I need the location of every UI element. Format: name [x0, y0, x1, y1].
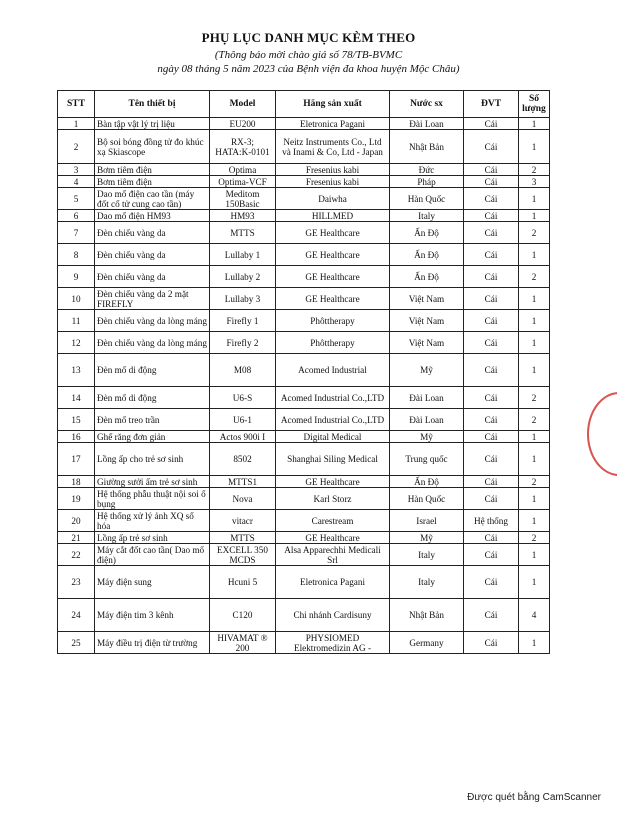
table-row [58, 118, 550, 130]
cell-unit: Cái [464, 532, 519, 544]
cell-unit: Cái [464, 332, 519, 354]
cell-country: Đức [390, 164, 464, 176]
table-row [58, 244, 550, 266]
cell-device-name: Đèn chiếu vàng da lòng máng [95, 310, 210, 332]
header-stt: STT [58, 91, 95, 118]
cell-manufacturer: HILLMED [276, 210, 390, 222]
cell-device-name: Đèn mổ treo trần [95, 409, 210, 431]
cell-country: Việt Nam [390, 332, 464, 354]
cell-country: Ấn Độ [390, 244, 464, 266]
table-row [58, 510, 550, 532]
cell-country: Việt Nam [390, 288, 464, 310]
cell-quantity: 1 [519, 544, 550, 566]
cell-stt: 10 [58, 288, 95, 310]
cell-unit: Cái [464, 310, 519, 332]
cell-quantity: 1 [519, 244, 550, 266]
table-row [58, 188, 550, 210]
cell-stt: 12 [58, 332, 95, 354]
cell-quantity: 1 [519, 354, 550, 387]
cell-device-name: Dao mổ điện cao tần (máy đốt cổ tử cung cao tần) [95, 188, 210, 210]
cell-stt: 9 [58, 266, 95, 288]
cell-unit: Cái [464, 164, 519, 176]
cell-country: Việt Nam [390, 310, 464, 332]
cell-quantity: 1 [519, 510, 550, 532]
cell-country: Đài Loan [390, 387, 464, 409]
cell-manufacturer: GE Healthcare [276, 476, 390, 488]
cell-device-name: Giường sưởi ấm trẻ sơ sinh [95, 476, 210, 488]
red-seal-stamp [587, 392, 617, 476]
cell-model: MTTS1 [210, 476, 276, 488]
cell-unit: Cái [464, 431, 519, 443]
table-row [58, 210, 550, 222]
cell-unit: Cái [464, 176, 519, 188]
cell-model: Actos 900i I [210, 431, 276, 443]
cell-quantity: 1 [519, 332, 550, 354]
document-date-line: ngày 08 tháng 5 năm 2023 của Bệnh viện đa khoa huyện Mộc Châu) [157, 63, 460, 75]
cell-manufacturer: Eletronica Pagani [276, 566, 390, 599]
cell-device-name: Lồng ấp cho trẻ sơ sinh [95, 443, 210, 476]
cell-quantity: 1 [519, 443, 550, 476]
header-country: Nước sx [390, 91, 464, 118]
cell-stt: 15 [58, 409, 95, 431]
cell-manufacturer: Eletronica Pagani [276, 118, 390, 130]
cell-model: M08 [210, 354, 276, 387]
cell-unit: Cái [464, 130, 519, 164]
table-row [58, 566, 550, 599]
cell-unit: Cái [464, 222, 519, 244]
cell-stt: 1 [58, 118, 95, 130]
cell-quantity: 2 [519, 532, 550, 544]
cell-country: Israel [390, 510, 464, 532]
cell-model: MTTS [210, 532, 276, 544]
cell-model: MTTS [210, 222, 276, 244]
cell-manufacturer: Acomed Industrial [276, 354, 390, 387]
cell-quantity: 1 [519, 288, 550, 310]
cell-stt: 2 [58, 130, 95, 164]
header-device-name: Tên thiết bị [95, 91, 210, 118]
cell-model: EXCELL 350 MCDS [210, 544, 276, 566]
cell-stt: 5 [58, 188, 95, 210]
equipment-table [57, 90, 550, 654]
cell-model: Lullaby 3 [210, 288, 276, 310]
cell-model: C120 [210, 599, 276, 632]
table-header-row [58, 91, 550, 118]
cell-manufacturer: Shanghai Siling Medical [276, 443, 390, 476]
table-row [58, 288, 550, 310]
cell-unit: Cái [464, 188, 519, 210]
table-row [58, 222, 550, 244]
cell-device-name: Đèn chiếu vàng da [95, 244, 210, 266]
cell-unit: Cái [464, 288, 519, 310]
cell-stt: 16 [58, 431, 95, 443]
cell-manufacturer: GE Healthcare [276, 244, 390, 266]
cell-country: Pháp [390, 176, 464, 188]
cell-model: HM93 [210, 210, 276, 222]
cell-unit: Cái [464, 476, 519, 488]
cell-manufacturer: Fresenius kabi [276, 176, 390, 188]
cell-quantity: 3 [519, 176, 550, 188]
cell-country: Nhật Bản [390, 130, 464, 164]
header-manufacturer: Hãng sản xuất [276, 91, 390, 118]
cell-unit: Cái [464, 544, 519, 566]
cell-quantity: 2 [519, 164, 550, 176]
table-row [58, 266, 550, 288]
cell-quantity: 1 [519, 188, 550, 210]
cell-model: vitacr [210, 510, 276, 532]
table-row [58, 532, 550, 544]
cell-manufacturer: GE Healthcare [276, 288, 390, 310]
cell-unit: Cái [464, 488, 519, 510]
cell-country: Mỹ [390, 532, 464, 544]
cell-country: Ấn Độ [390, 222, 464, 244]
cell-quantity: 2 [519, 409, 550, 431]
cell-unit: Cái [464, 244, 519, 266]
cell-device-name: Máy cắt đốt cao tần( Dao mổ điện) [95, 544, 210, 566]
cell-manufacturer: Phôttherapy [276, 332, 390, 354]
document-header [0, 30, 617, 75]
cell-device-name: Đèn mổ di động [95, 354, 210, 387]
cell-model: Optima [210, 164, 276, 176]
cell-device-name: Đèn chiếu vàng da 2 mặt FIREFLY [95, 288, 210, 310]
cell-manufacturer: GE Healthcare [276, 532, 390, 544]
cell-unit: Cái [464, 354, 519, 387]
cell-unit: Cái [464, 566, 519, 599]
cell-country: Italy [390, 210, 464, 222]
cell-device-name: Máy điều trị điện từ trường [95, 632, 210, 654]
cell-manufacturer: Carestream [276, 510, 390, 532]
cell-manufacturer: PHYSIOMED Elektromedizin AG - [276, 632, 390, 654]
table-row [58, 130, 550, 164]
table-row [58, 488, 550, 510]
header-quantity: Số lượng [519, 91, 550, 118]
cell-quantity: 1 [519, 210, 550, 222]
cell-manufacturer: GE Healthcare [276, 266, 390, 288]
table-row [58, 387, 550, 409]
cell-quantity: 2 [519, 222, 550, 244]
cell-stt: 24 [58, 599, 95, 632]
cell-stt: 14 [58, 387, 95, 409]
cell-device-name: Hệ thống phẫu thuật nội soi ổ bụng [95, 488, 210, 510]
cell-country: Trung quốc [390, 443, 464, 476]
document-title: PHỤ LỤC DANH MỤC KÈM THEO [201, 30, 416, 45]
cell-device-name: Máy điện tim 3 kênh [95, 599, 210, 632]
cell-model: RX-3; HATA:K-0101 [210, 130, 276, 164]
header-model: Model [210, 91, 276, 118]
cell-quantity: 2 [519, 266, 550, 288]
cell-manufacturer: Acomed Industrial Co.,LTD [276, 409, 390, 431]
cell-device-name: Lồng ấp trẻ sơ sinh [95, 532, 210, 544]
cell-country: Ấn Độ [390, 476, 464, 488]
cell-stt: 4 [58, 176, 95, 188]
cell-country: Mỹ [390, 354, 464, 387]
cell-stt: 3 [58, 164, 95, 176]
cell-unit: Cái [464, 387, 519, 409]
table-row [58, 476, 550, 488]
cell-country: Hàn Quốc [390, 488, 464, 510]
cell-device-name: Bộ soi bóng đồng tử đo khúc xạ Skiascope [95, 130, 210, 164]
cell-quantity: 4 [519, 599, 550, 632]
cell-stt: 7 [58, 222, 95, 244]
cell-model: HIVAMAT ® 200 [210, 632, 276, 654]
cell-stt: 8 [58, 244, 95, 266]
cell-device-name: Đèn chiếu vàng da [95, 222, 210, 244]
table-row [58, 354, 550, 387]
cell-unit: Cái [464, 409, 519, 431]
cell-manufacturer: Fresenius kabi [276, 164, 390, 176]
cell-model: Hcuni 5 [210, 566, 276, 599]
cell-device-name: Máy điện sung [95, 566, 210, 599]
table-row [58, 443, 550, 476]
cell-unit: Cái [464, 599, 519, 632]
cell-stt: 21 [58, 532, 95, 544]
cell-country: Hàn Quốc [390, 188, 464, 210]
table-row [58, 310, 550, 332]
table-row [58, 164, 550, 176]
cell-unit: Cái [464, 210, 519, 222]
cell-unit: Cái [464, 632, 519, 654]
document-subtitle: (Thông báo mời chào giá số 78/TB-BVMC [214, 49, 403, 61]
cell-unit: Cái [464, 266, 519, 288]
cell-quantity: 1 [519, 130, 550, 164]
table-row [58, 176, 550, 188]
cell-device-name: Đèn chiếu vàng da [95, 266, 210, 288]
cell-quantity: 2 [519, 387, 550, 409]
cell-manufacturer: Chi nhánh Cardisuny [276, 599, 390, 632]
cell-device-name: Đèn mổ di động [95, 387, 210, 409]
header-unit: ĐVT [464, 91, 519, 118]
cell-device-name: Dao mổ điện HM93 [95, 210, 210, 222]
cell-country: Ấn Độ [390, 266, 464, 288]
table-row [58, 544, 550, 566]
cell-stt: 19 [58, 488, 95, 510]
cell-manufacturer: Acomed Industrial Co.,LTD [276, 387, 390, 409]
cell-unit: Cái [464, 443, 519, 476]
cell-stt: 18 [58, 476, 95, 488]
cell-country: Đài Loan [390, 118, 464, 130]
cell-model: 8502 [210, 443, 276, 476]
cell-device-name: Hệ thống xử lý ảnh XQ số hóa [95, 510, 210, 532]
cell-stt: 25 [58, 632, 95, 654]
cell-model: U6-1 [210, 409, 276, 431]
cell-quantity: 2 [519, 476, 550, 488]
cell-model: U6-S [210, 387, 276, 409]
cell-model: Firefly 2 [210, 332, 276, 354]
cell-device-name: Bơm tiêm điện [95, 176, 210, 188]
cell-quantity: 1 [519, 566, 550, 599]
cell-device-name: Đèn chiếu vàng da lòng máng [95, 332, 210, 354]
cell-device-name: Bàn tập vật lý trị liệu [95, 118, 210, 130]
cell-quantity: 1 [519, 310, 550, 332]
table-row [58, 409, 550, 431]
cell-stt: 22 [58, 544, 95, 566]
cell-manufacturer: Daiwha [276, 188, 390, 210]
cell-country: Italy [390, 544, 464, 566]
cell-device-name: Bơm tiêm điện [95, 164, 210, 176]
cell-stt: 17 [58, 443, 95, 476]
cell-device-name: Ghế răng đơn giản [95, 431, 210, 443]
cell-manufacturer: Phôttherapy [276, 310, 390, 332]
cell-model: Lullaby 2 [210, 266, 276, 288]
table-row [58, 332, 550, 354]
table-row [58, 599, 550, 632]
cell-model: Firefly 1 [210, 310, 276, 332]
cell-model: EU200 [210, 118, 276, 130]
table-row [58, 632, 550, 654]
cell-manufacturer: Karl Storz [276, 488, 390, 510]
cell-manufacturer: Alsa Apparechhi Medicali Srl [276, 544, 390, 566]
cell-model: Nova [210, 488, 276, 510]
cell-quantity: 1 [519, 488, 550, 510]
cell-country: Italy [390, 566, 464, 599]
cell-model: Meditom 150Basic [210, 188, 276, 210]
cell-stt: 20 [58, 510, 95, 532]
cell-unit: Hệ thống [464, 510, 519, 532]
cell-stt: 6 [58, 210, 95, 222]
cell-manufacturer: GE Healthcare [276, 222, 390, 244]
cell-manufacturer: Neitz Instruments Co., Ltd và Inami & Co, Ltd - Japan [276, 130, 390, 164]
cell-stt: 11 [58, 310, 95, 332]
table-row [58, 431, 550, 443]
scanner-watermark: Được quét bằng CamScanner [467, 792, 601, 803]
cell-model: Lullaby 1 [210, 244, 276, 266]
cell-quantity: 1 [519, 118, 550, 130]
cell-stt: 13 [58, 354, 95, 387]
cell-quantity: 1 [519, 632, 550, 654]
cell-country: Đài Loan [390, 409, 464, 431]
cell-quantity: 1 [519, 431, 550, 443]
cell-country: Germany [390, 632, 464, 654]
cell-country: Nhật Bản [390, 599, 464, 632]
cell-model: Optima-VCF [210, 176, 276, 188]
cell-country: Mỹ [390, 431, 464, 443]
cell-stt: 23 [58, 566, 95, 599]
cell-manufacturer: Digital Medical [276, 431, 390, 443]
cell-unit: Cái [464, 118, 519, 130]
